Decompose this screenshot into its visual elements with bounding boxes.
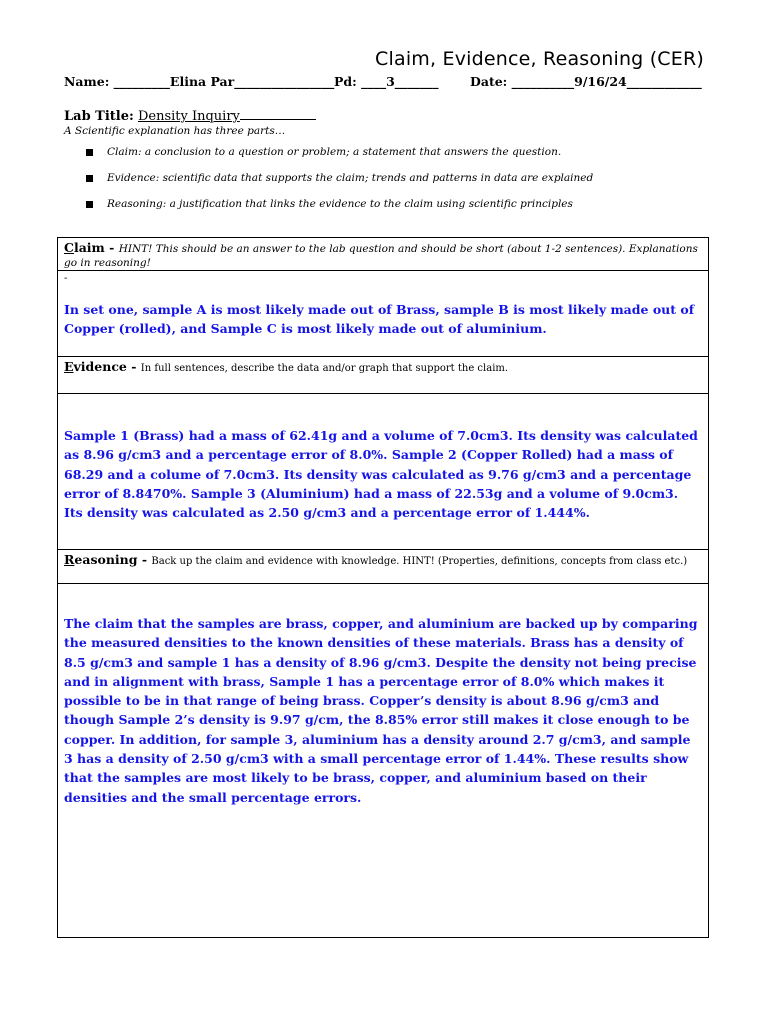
- claim-header: [58, 238, 708, 271]
- claim-answer: In set one, sample A is most likely made out of Brass, sample B is most likely made out of Copper (rolled), and Sample C is most likely made out of aluminium.: [64, 302, 695, 337]
- claim-marker: -: [64, 273, 68, 284]
- lab-title: [64, 108, 316, 124]
- document-title: Claim, Evidence, Reasoning (CER): [375, 48, 704, 70]
- date-field: Date: __________9/16/24____________: [470, 74, 702, 89]
- evidence-label: Evidence -: [64, 359, 141, 374]
- claim-label: Claim -: [64, 240, 119, 255]
- evidence-header: [58, 357, 708, 394]
- claim-hint: HINT! This should be an answer to the lab question and should be short (about 1-2 sentences). Explanations go in reasoning!: [64, 243, 698, 269]
- evidence-hint: In full sentences, describe the data and/or graph that support the claim.: [140, 363, 509, 374]
- reasoning-answer: The claim that the samples are brass, copper, and aluminium are backed up by comparing the measured densities to the known densities of these materials. Brass has a density of 8.5 g/cm3 and sample 1 has a density of 8.96 g/cm3. Despite the density not being precise and in alignment with brass, Sample 1 has a percentage error of 8.0% which makes it possible to be in that range of being brass. Copper’s density is about 8.96 g/cm3 and though Sample 2’s density is 9.97 g/cm, the 8.85% error still makes it close enough to be copper. In addition, for sample 3, aluminium has a density around 2.7 g/cm3, and sample 3 has a density of 2.50 g/cm3 with a small percentage error of 1.44%. These results show that the samples are most likely to be brass, copper, and aluminium based on their densities and the small percentage errors.: [64, 616, 698, 805]
- bullet-text: Claim: a conclusion to a question or problem; a statement that answers the question.: [107, 146, 562, 158]
- square-bullet-icon: [86, 201, 93, 208]
- bullet-text: Evidence: scientific data that supports the claim; trends and patterns in data are explained: [107, 172, 594, 184]
- lab-title-value: Density Inquiry: [137, 109, 240, 124]
- intro-text: A Scientific explanation has three parts…: [64, 125, 286, 137]
- bullet-item-claim: [86, 146, 593, 172]
- reasoning-header: [58, 550, 708, 584]
- reasoning-hint: Back up the claim and evidence with knowledge. HINT! (Properties, definitions, concepts from class etc.): [151, 556, 688, 567]
- reasoning-label: Reasoning -: [64, 552, 152, 567]
- lab-title-underline: [240, 108, 316, 120]
- reasoning-answer-cell[interactable]: [58, 584, 708, 937]
- bullet-item-reasoning: [86, 198, 593, 224]
- claim-answer-cell[interactable]: [58, 271, 708, 357]
- bullet-list: [86, 146, 593, 224]
- cer-table: [57, 237, 709, 938]
- evidence-answer-cell[interactable]: [58, 394, 708, 550]
- evidence-answer: Sample 1 (Brass) had a mass of 62.41g and a volume of 7.0cm3. Its density was calculated as 8.96 g/cm3 and a percentage error of 8.0%. Sample 2 (Copper Rolled) had a mass of 68.29 and a colume of 7.0cm3. Its density was calculated as 9.76 g/cm3 and a percentage error of 8.8470%. Sample 3 (Aluminium) had a mass of 22.53g and a volume of 9.0cm3. Its density was calculated as 2.50 g/cm3 and a percentage error of 1.444%.: [64, 428, 698, 521]
- lab-title-label: Lab Title:: [64, 109, 134, 124]
- bullet-item-evidence: [86, 172, 593, 198]
- square-bullet-icon: [86, 149, 93, 156]
- period-field: Pd: ____3_______: [334, 74, 439, 89]
- bullet-text: Reasoning: a justification that links the evidence to the claim using scientific principles: [107, 198, 573, 210]
- square-bullet-icon: [86, 175, 93, 182]
- name-field: Name: _________Elina Par________________: [64, 74, 335, 89]
